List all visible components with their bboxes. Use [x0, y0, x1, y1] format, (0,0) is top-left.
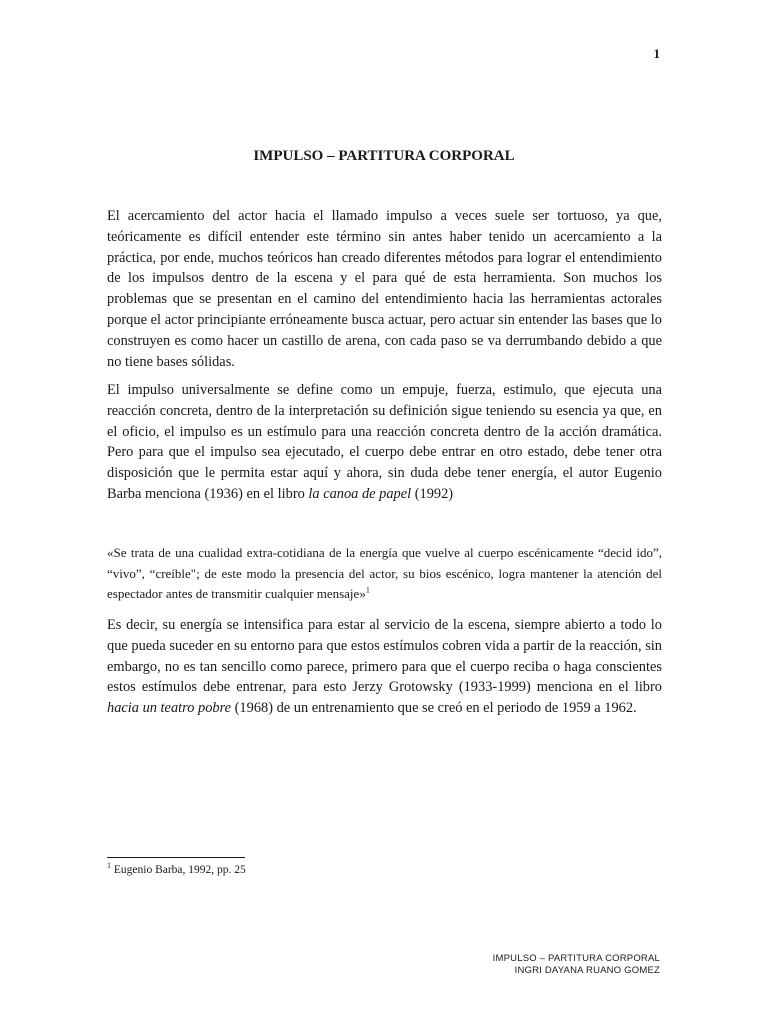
paragraph-1 — [107, 206, 662, 372]
footnote-reference: 1 — [365, 585, 370, 595]
footnote — [107, 862, 246, 878]
paragraph-2-after: (1992) — [411, 485, 454, 502]
page-footer — [493, 953, 660, 977]
book-title-teatro-pobre: hacia un teatro pobre — [107, 700, 232, 717]
footer-author: INGRI DAYANA RUANO GOMEZ — [514, 965, 660, 976]
paragraph-2-before: El impulso universalmente se define como un empuje, fuerza, estimulo, que ejecuta una reacción concreta, dentro de la interpretación su definición sigue teniendo su esencia ya que, en el oficio, el impulso es un estímulo para una reacción concreta dentro de la acción dramática. Pero para que el impulso sea ejecutado, el cuerpo debe entrar en otro estado, debe tener otra disposición que le permita estar aquí y ahora, sin duda debe tener energía, el autor Eugenio Barba menciona (1936) en el libro — [107, 382, 662, 502]
paragraph-3-text — [107, 615, 662, 719]
page-number: 1 — [653, 46, 660, 61]
paragraph-1-text: El acercamiento del actor hacia el llamado impulso a veces suele ser tortuoso, ya que, teóricamente es difícil entender este término sin antes haber tenido un acercamiento a la práctica, por ende, muchos teóricos han creado diferentes métodos para lograr el entendimiento de los impulsos dentro de la escena y el para qué de esta herramienta. Son muchos los problemas que se presentan en el camino del entendimiento hacia las herramientas actorales porque el actor principiante erróneamente busca actuar, pero actuar sin entender las bases que lo construyen es como hacer un castillo de arena, con cada paso se va derrumbando debido a que no tiene bases sólidas. — [107, 208, 662, 370]
footnote-text: Eugenio Barba, 1992, pp. 25 — [111, 864, 246, 876]
footer-title: IMPULSO – PARTITURA CORPORAL — [492, 953, 660, 964]
paragraph-3 — [107, 615, 662, 719]
paragraph-3-before: Es decir, su energía se intensifica para estar al servicio de la escena, siempre abierto a todo lo que pueda suceder en su entorno para que estos estímulos cobren vida a partir de la reacción, sin embargo, no es tan sencillo como parece, primero para que el cuerpo reciba o haga conscientes estos estímulos debe entrenar, para esto Jerzy Grotowsky (1933-1999) menciona en el libro — [107, 617, 662, 696]
footnote-number: 1 — [107, 861, 111, 871]
quote-text — [107, 543, 662, 605]
block-quote — [107, 543, 662, 605]
document-title: IMPULSO – PARTITURA CORPORAL — [253, 148, 515, 164]
paragraph-2-text — [107, 380, 662, 505]
paragraph-2 — [107, 380, 662, 505]
quote-body: «Se trata de una cualidad extra-cotidiana de la energía que vuelve al cuerpo escénicamente “decid ido”, “vivo”, “creíble"; de este modo la presencia del actor, su bios escénico, logra mantener la atención del espectador antes de transmitir cualquier mensaje» — [107, 545, 662, 601]
footnote-separator — [107, 857, 245, 858]
book-title-canoa: la canoa de papel — [308, 485, 412, 502]
paragraph-3-after: (1968) de un entrenamiento que se creó en el periodo de 1959 a 1962. — [231, 700, 637, 717]
